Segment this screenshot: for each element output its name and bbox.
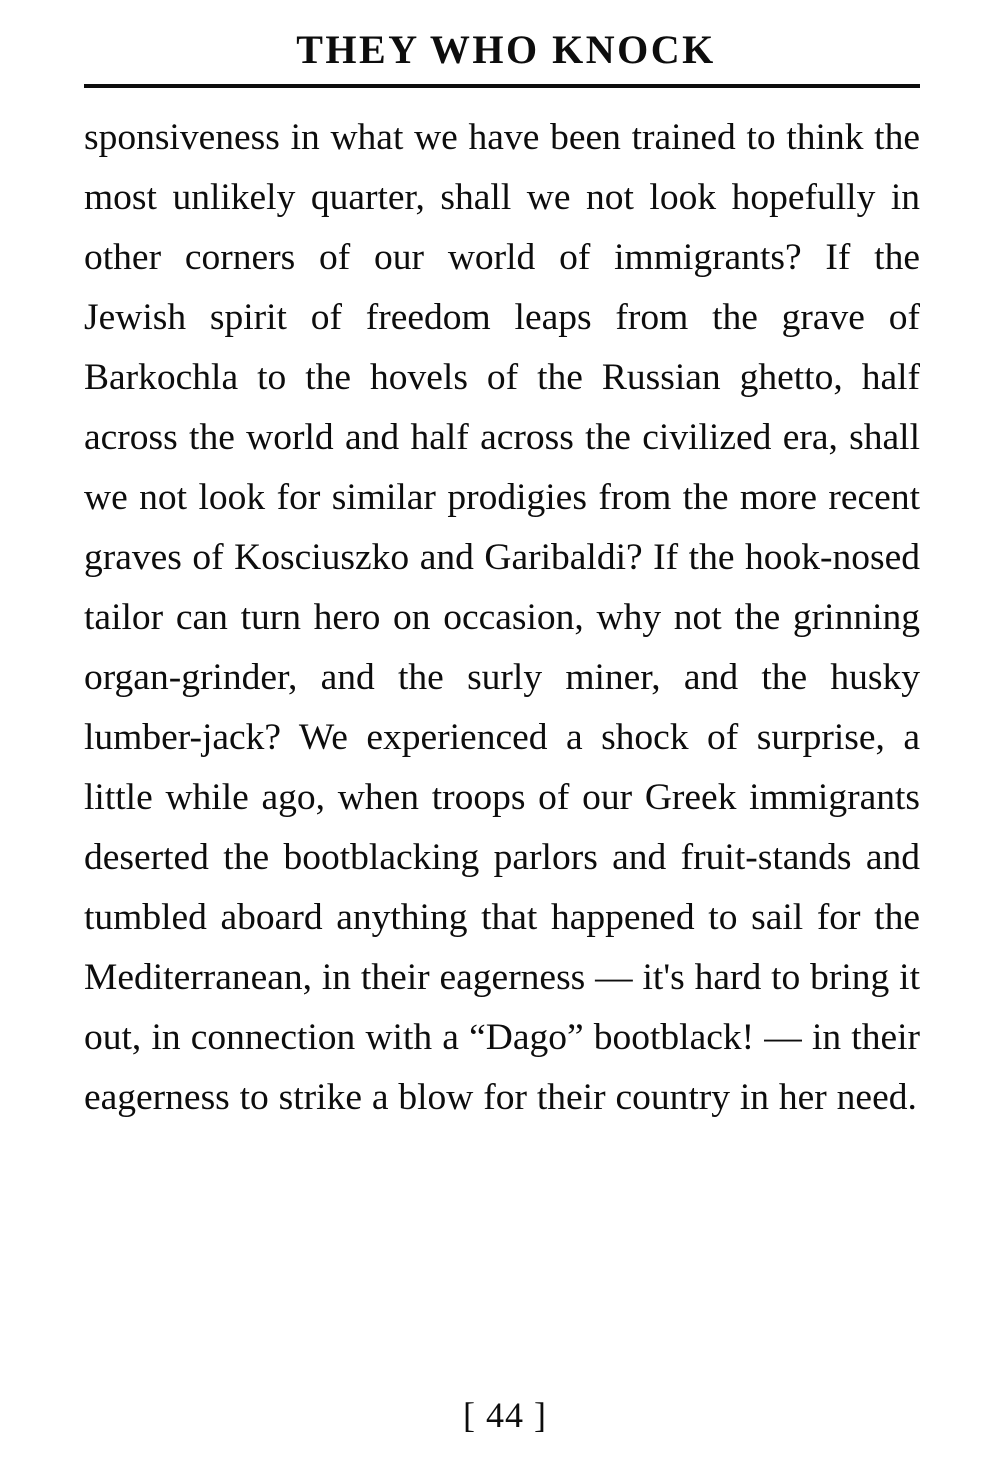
page-number: [ 44 ] (463, 1395, 547, 1435)
running-head: THEY WHO KNOCK (296, 27, 716, 72)
header-rule (84, 84, 920, 88)
body-paragraph: sponsiveness in what we have been trained to think the most unlikely quarter, shall we not look hopefully in other corners of our world of immigrants? If the Jewish spirit of freedom leaps from the grave of Barkochla to the hovels of the Russian ghetto, half across the world and half across the civilized era, shall we not look for similar prodigies from the more recent graves of Kosciuszko and Garibaldi? If the hook-nosed tailor can turn hero on occasion, why not the grinning organ-grinder, and the surly miner, and the husky lumber-jack? We experienced a shock of surprise, a little while ago, when troops of our Greek immigrants deserted the bootblacking parlors and fruit-stands and tumbled aboard anything that happened to sail for the Mediterranean, in their eagerness — it's hard to bring it out, in connection with a “Dago” bootblack! — in their eagerness to strike a blow for their country in her need. (84, 117, 921, 1118)
body-text-block (84, 108, 920, 1128)
